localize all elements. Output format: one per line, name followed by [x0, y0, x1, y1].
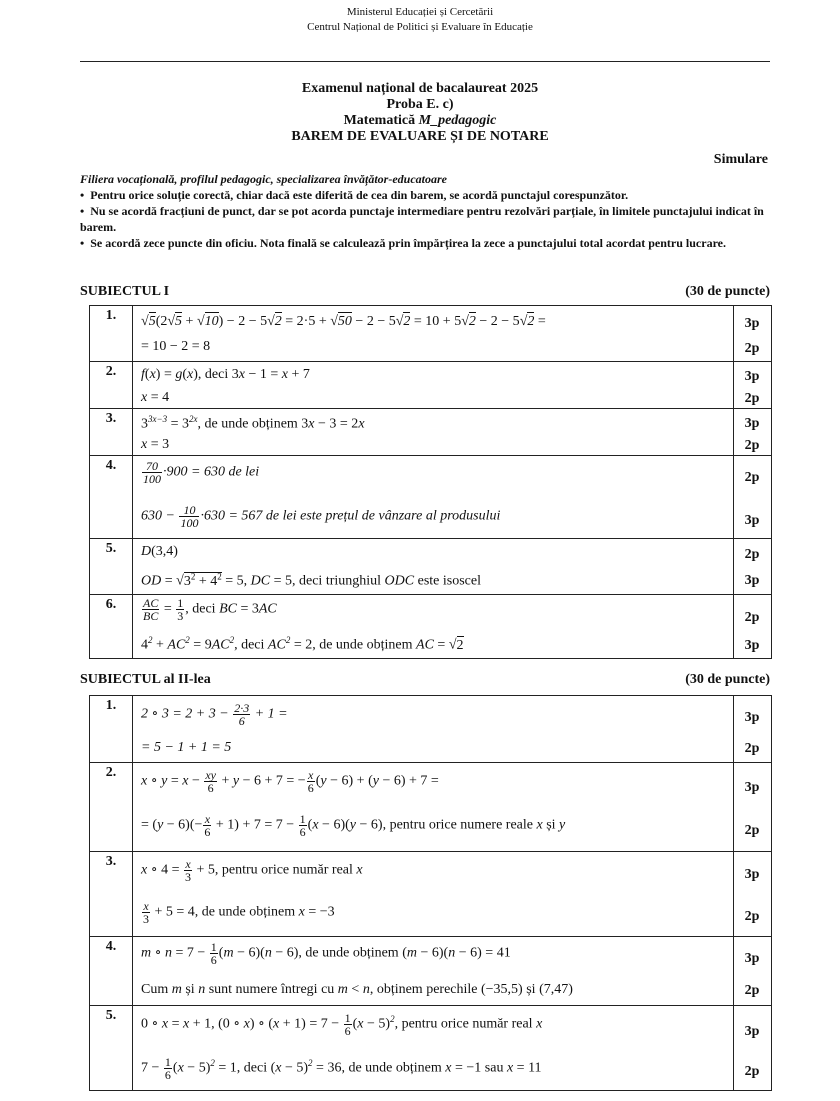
title-block	[0, 81, 840, 145]
item-number: 1.	[90, 306, 133, 361]
points: 3p	[744, 780, 760, 795]
bullet-1-text: Pentru orice soluție corectă, chiar dacă este diferită de cea din barem, se acordă punctajul corespunzător.	[90, 188, 629, 202]
formula: 2 ∘ 3 = 2 + 3 − $\frac{2\cdot 3}{6}$ + 1 =	[141, 701, 288, 728]
item-number: 4.	[90, 937, 133, 1005]
section-1-table	[89, 305, 772, 659]
item-number: 5.	[90, 539, 133, 594]
item-number: 3.	[90, 409, 133, 455]
item-number: 3.	[90, 852, 133, 936]
item-number: 2.	[90, 763, 133, 851]
table-row	[90, 763, 771, 852]
points: 2p	[744, 470, 760, 485]
points: 2p	[744, 909, 760, 924]
formula: 630 − $\frac{10}{100}$ ·630 = 567 de lei este prețul de vânzare al produsului	[141, 503, 501, 530]
bullet-3: • Se acordă zece puncte din oficiu. Nota finală se calculează prin împărțirea la zece a punctajului total acordat pentru lucrare.	[80, 236, 727, 250]
points: 3p	[744, 867, 760, 882]
intro-block	[80, 171, 770, 251]
points: 2p	[744, 547, 760, 562]
formula: $\frac{70}{100}$ ·900 = 630 de lei	[143, 459, 260, 486]
section-2-title: SUBIECTUL al II-lea	[80, 672, 211, 687]
ministry-name: Ministerul Educației și Cercetării	[346, 6, 494, 18]
section-2-header	[80, 672, 770, 688]
table-row	[90, 1006, 771, 1090]
points: 2p	[744, 1064, 760, 1079]
points: 3p	[744, 513, 760, 528]
points: 3p	[744, 1024, 760, 1039]
table-row	[90, 409, 771, 456]
points: 2p	[744, 391, 760, 406]
table-row	[90, 456, 771, 539]
barem-title: BAREM DE EVALUARE ȘI DE NOTARE	[291, 129, 549, 144]
section-1-header	[80, 284, 770, 300]
section-1-points: (30 de puncte)	[685, 284, 770, 299]
points: 2p	[744, 823, 760, 838]
formula: f(x) = g(x), deci 3x − 1 = x + 7	[141, 367, 310, 382]
formula: 7 − $\frac{1}{6}$ $(x - 5)^2 = 1$, deci $(x - 5)^2 = 36$, de unde obținem x = −1 sau x = 11	[141, 1055, 542, 1082]
points: 2p	[744, 741, 760, 756]
proba-title: Proba E. c)	[386, 97, 454, 112]
center-name: Centrul Național de Politici și Evaluare în Educație	[307, 21, 533, 33]
filiera-text: Filiera vocațională, profilul pedagogic, specializarea învățător-educatoare	[80, 172, 447, 186]
bullet-3-text: Se acordă zece puncte din oficiu. Nota finală se calculează prin împărțirea la zece a punctajului total acordat pentru lucrare.	[90, 236, 727, 250]
formula: 0 ∘ x = x + 1, (0 ∘ x) ∘ (x + 1) = 7 − $\frac{1}{6}$ $(x - 5)^2$, pentru orice număr real x	[141, 1011, 543, 1038]
formula: x ∘ 4 = $\frac{x}{3}$ + 5, pentru orice număr real x	[141, 857, 363, 884]
formula: x = 4	[141, 390, 170, 405]
section-2-table	[89, 695, 772, 1091]
formula: x ∘ y = x − $\frac{xy}{6}$ + y − 6 + 7 = − $\frac{x}{6}$ (y − 6) + (y − 6) + 7 =	[141, 768, 439, 795]
subject-title	[0, 113, 840, 129]
formula: $4^2 + AC^2 = 9AC^2$, deci $AC^2 = 2$, de unde obținem AC = √2	[141, 635, 464, 653]
formula: Cum m și n sunt numere întregi cu m < n, obținem perechile (−35,5) și (7,47)	[141, 982, 573, 997]
formula: D(3,4)	[141, 544, 178, 559]
points: 2p	[744, 983, 760, 998]
table-row	[90, 539, 771, 595]
points: 2p	[744, 341, 760, 356]
item-number: 1.	[90, 696, 133, 762]
formula: = 10 − 2 = 8	[141, 339, 211, 354]
formula: $\frac{AC}{BC}$ = $\frac{1}{3}$ , deci BC = 3AC	[143, 596, 277, 623]
item-number: 2.	[90, 362, 133, 408]
points: 3p	[744, 573, 760, 588]
item-number: 5.	[90, 1006, 133, 1090]
item-number: 6.	[90, 595, 133, 658]
table-row	[90, 696, 771, 763]
table-row	[90, 937, 771, 1006]
points: 3p	[744, 416, 760, 431]
table-row	[90, 306, 771, 362]
points: 2p	[744, 610, 760, 625]
simulare-label: Simulare	[713, 152, 768, 167]
table-row	[90, 595, 771, 658]
table-row	[90, 362, 771, 409]
points: 3p	[744, 369, 760, 384]
formula: $\frac{x}{3}$ + 5 = 4, de unde obținem x = −3	[143, 899, 335, 926]
formula: = (y − 6)(− $\frac{x}{6}$ + 1) + 7 = 7 − $\frac{1}{6}$ (x − 6)(y − 6), pentru orice numere reale x și y	[141, 812, 566, 839]
section-2-points: (30 de puncte)	[685, 672, 770, 687]
formula: √5(2√5 + √10) − 2 − 5√2 = 2·5 + √50 − 2 − 5√2 = 10 + 5√2 − 2 − 5√2 =	[141, 314, 546, 329]
formula: OD = $√3^2 + 4^2 = 5$, DC = 5, deci triunghiul ODC este isoscel	[141, 571, 481, 589]
exam-title: Examenul național de bacalaureat 2025	[301, 81, 539, 96]
subject-prefix: Matematică	[343, 113, 419, 128]
table-row	[90, 852, 771, 937]
points: 3p	[744, 316, 760, 331]
formula: x = 3	[141, 437, 170, 452]
header-divider	[80, 61, 770, 62]
points: 2p	[744, 438, 760, 453]
bullet-1: • Pentru orice soluție corectă, chiar dacă este diferită de cea din barem, se acordă punctajul corespunzător.	[80, 188, 629, 202]
bullet-2-text: Nu se acordă fracțiuni de punct, dar se pot acorda punctaje intermediare pentru rezolvări parțiale, în limitele punctajului indicat în barem.	[80, 204, 764, 234]
section-1-title: SUBIECTUL I	[80, 284, 170, 299]
bullet-2: • Nu se acordă fracțiuni de punct, dar se pot acorda punctaje intermediare pentru rezolvări parțiale, în limitele punctajului indicat în barem.	[80, 204, 764, 234]
points: 3p	[744, 710, 760, 725]
formula: $3^{3x-3} = 3^{2x}$, de unde obținem 3x − 3 = 2x	[141, 414, 365, 432]
formula: m ∘ n = 7 − $\frac{1}{6}$ (m − 6)(n − 6), de unde obținem (m − 6)(n − 6) = 41	[141, 940, 511, 967]
formula: = 5 − 1 + 1 = 5	[141, 740, 232, 755]
points: 3p	[744, 638, 760, 653]
points: 3p	[744, 951, 760, 966]
item-number: 4.	[90, 456, 133, 538]
subject-italic: M_pedagogic	[418, 113, 497, 128]
